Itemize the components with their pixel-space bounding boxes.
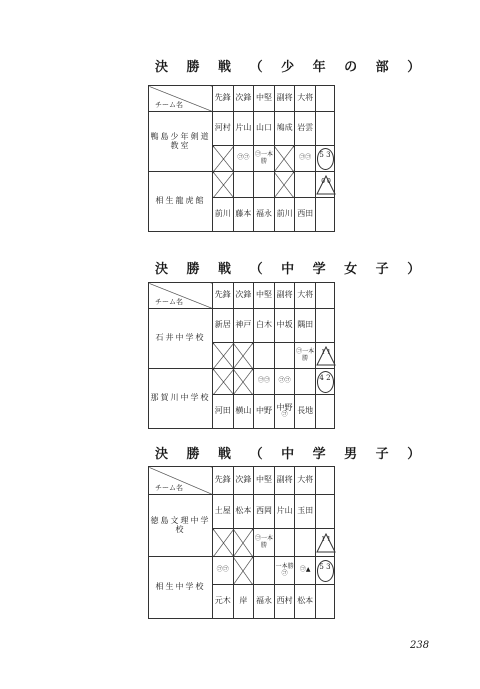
no-match-cell	[233, 529, 254, 557]
player-name: 長地	[295, 395, 316, 429]
no-match-cell	[274, 146, 295, 172]
player-name: 鳩成	[274, 112, 295, 146]
sub-mark: ㋙	[281, 411, 288, 419]
player-name: 白木	[254, 309, 275, 343]
marks-cell	[254, 369, 275, 395]
result-table-girls	[148, 282, 335, 429]
no-match-cell	[274, 172, 295, 198]
position-header: 副将	[274, 467, 295, 495]
win-marks: ㋙㋙	[278, 377, 291, 385]
player-name: 福永	[254, 198, 275, 232]
marks-cell	[213, 557, 234, 585]
loser-score: 1 1	[321, 535, 331, 543]
win-marks: ㋙▲	[299, 566, 311, 574]
marks-cell	[295, 343, 316, 369]
player-name: 片山	[274, 495, 295, 529]
score-cell	[316, 369, 335, 395]
marks-cell	[274, 343, 295, 369]
score-cell	[316, 557, 335, 585]
team-name: 那賀川中学校	[149, 369, 213, 429]
position-header: 大将	[295, 467, 316, 495]
marks-cell	[254, 557, 275, 585]
loser-score-triangle	[316, 346, 336, 366]
player-name: 元木	[213, 585, 234, 619]
marks-cell	[254, 529, 275, 557]
marks-cell	[295, 529, 316, 557]
player-name: 新居	[213, 309, 234, 343]
marks-cell	[254, 343, 275, 369]
no-match-cell	[233, 369, 254, 395]
marks-cell	[295, 146, 316, 172]
position-header: 副将	[274, 86, 295, 112]
no-match-cell	[233, 343, 254, 369]
marks-cell	[274, 369, 295, 395]
team-header-label: チーム名	[155, 100, 183, 109]
section-title-junior-boys: 決 勝 戦 （ 中 学 男 子 ）	[155, 447, 428, 462]
player-name: 河村	[213, 112, 234, 146]
position-header: 大将	[295, 283, 316, 309]
team-header-cell	[149, 283, 213, 309]
score-cell	[316, 112, 335, 146]
team-name: 石井中学校	[149, 309, 213, 369]
player-name: 中野	[254, 395, 275, 429]
position-header: 中堅	[254, 86, 275, 112]
player-name: 西岡	[254, 495, 275, 529]
score-cell	[316, 495, 335, 529]
winner-score-circle: 4 2	[317, 371, 334, 393]
section-title-girls: 決 勝 戦 （ 中 学 女 子 ）	[155, 262, 428, 277]
win-marks: ㋙一本勝	[254, 534, 273, 549]
marks-cell	[254, 146, 275, 172]
player-name: 土屋	[213, 495, 234, 529]
position-header: 先鋒	[213, 283, 234, 309]
player-name	[274, 395, 295, 429]
result-table-boys	[148, 85, 335, 232]
marks-cell	[295, 172, 316, 198]
score-cell	[316, 309, 335, 343]
score-cell	[316, 146, 335, 172]
score-cell	[316, 529, 335, 557]
winner-score-circle: 5 3	[317, 560, 334, 582]
player-name: 河田	[213, 395, 234, 429]
position-header: 先鋒	[213, 86, 234, 112]
position-header: 副将	[274, 283, 295, 309]
team-name: 相生龍虎館	[149, 172, 213, 232]
win-marks: ㋙一本勝	[296, 347, 315, 362]
player-name: 松本	[233, 495, 254, 529]
loser-score: 1 1	[321, 348, 331, 356]
player-name: 岸	[233, 585, 254, 619]
player-name: 前川	[213, 198, 234, 232]
loser-score-triangle	[316, 533, 336, 553]
marks-cell	[233, 172, 254, 198]
score-cell	[316, 198, 335, 232]
team-name: 徳島文理中学校	[149, 495, 213, 557]
loser-score: 0 0	[321, 177, 331, 185]
player-name: 西田	[295, 198, 316, 232]
no-match-cell	[233, 557, 254, 585]
player-name: 松本	[295, 585, 316, 619]
team-header-label: チーム名	[155, 483, 183, 492]
marks-cell	[274, 557, 295, 585]
player-name: 西村	[274, 585, 295, 619]
player-name: 隅田	[295, 309, 316, 343]
score-header	[316, 86, 335, 112]
marks-cell	[274, 529, 295, 557]
no-match-cell	[213, 369, 234, 395]
player-name: 前川	[274, 198, 295, 232]
team-name: 相生中学校	[149, 557, 213, 619]
win-marks: ㋙㋙	[257, 377, 270, 385]
score-cell	[316, 343, 335, 369]
player-name: 神戸	[233, 309, 254, 343]
page-number: 238	[410, 640, 430, 651]
section-title-boys: 決 勝 戦 （ 少 年 の 部 ）	[155, 60, 428, 75]
team-header-label: チーム名	[155, 297, 183, 306]
score-cell	[316, 395, 335, 429]
win-marks: 一本勝㋙	[275, 562, 294, 577]
score-header	[316, 283, 335, 309]
position-header: 先鋒	[213, 467, 234, 495]
position-header: 次鋒	[233, 467, 254, 495]
player-name: 横山	[233, 395, 254, 429]
marks-cell	[254, 172, 275, 198]
player-name: 片山	[233, 112, 254, 146]
win-marks: ㋙一本勝	[254, 150, 273, 165]
no-match-cell	[213, 146, 234, 172]
score-header	[316, 467, 335, 495]
player-name-text: 中野	[276, 403, 293, 412]
marks-cell	[295, 557, 316, 585]
no-match-cell	[213, 343, 234, 369]
marks-cell	[233, 146, 254, 172]
player-name: 中坂	[274, 309, 295, 343]
team-header-cell	[149, 86, 213, 112]
no-match-cell	[213, 172, 234, 198]
loser-score-triangle	[316, 175, 336, 195]
result-table-junior-boys	[148, 466, 335, 619]
position-header: 次鋒	[233, 86, 254, 112]
score-cell	[316, 585, 335, 619]
team-name: 鴨島少年剣道教室	[149, 112, 213, 172]
win-marks: ㋙㋙	[237, 154, 250, 162]
player-name: 山口	[254, 112, 275, 146]
player-name: 玉田	[295, 495, 316, 529]
win-marks: ㋙㋙	[299, 154, 312, 162]
position-header: 中堅	[254, 283, 275, 309]
player-name: 福永	[254, 585, 275, 619]
marks-cell	[295, 369, 316, 395]
winner-score-circle: 5 3	[317, 148, 334, 170]
position-header: 次鋒	[233, 283, 254, 309]
player-name: 岩雲	[295, 112, 316, 146]
position-header: 大将	[295, 86, 316, 112]
player-name: 藤本	[233, 198, 254, 232]
no-match-cell	[213, 529, 234, 557]
score-cell	[316, 172, 335, 198]
team-header-cell	[149, 467, 213, 495]
win-marks: ㋙㋙	[216, 566, 229, 574]
position-header: 中堅	[254, 467, 275, 495]
